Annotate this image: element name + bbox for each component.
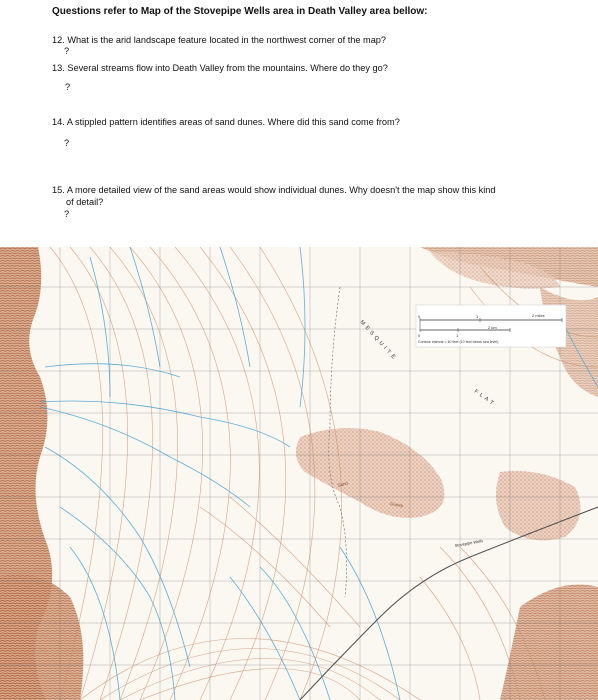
question-number: 13.: [52, 63, 65, 73]
answer-15[interactable]: ?: [64, 209, 70, 219]
answer-13[interactable]: ?: [65, 82, 71, 92]
question-number: 15.: [52, 185, 65, 195]
question-number: 12.: [52, 35, 65, 45]
map-label-dunes: Dunes: [389, 501, 404, 509]
map-label-flat: FLAT: [472, 388, 497, 409]
question-13: [52, 62, 388, 74]
question-text: Several streams flow into Death Valley from the mountains. Where do they go?: [67, 63, 388, 73]
scale-tick-0: 0: [418, 314, 421, 319]
page-title: Questions refer to Map of the Stovepipe Wells area in Death Valley area bellow:: [52, 6, 428, 17]
question-text: A stippled pattern identifies areas of sand dunes. Where did this sand come from?: [66, 117, 400, 127]
question-14: [52, 116, 400, 128]
question-number: 14.: [52, 117, 65, 127]
map-label-sand: Sand: [336, 480, 349, 488]
topographic-map: [0, 247, 598, 700]
scale-km-tick-1: 1: [456, 333, 459, 338]
contour-interval-note: Contour interval = 40 feet (10 feet below sea level): [418, 340, 499, 344]
scale-miles-label: 2 miles: [532, 313, 545, 318]
question-12: [52, 34, 386, 46]
scale-km-label: 2 km: [488, 325, 497, 330]
scale-km-tick-0: 0: [418, 333, 421, 338]
answer-14[interactable]: ?: [64, 138, 70, 148]
question-text: A more detailed view of the sand areas would show individual dunes. Why doesn't the map show this kind: [66, 185, 496, 195]
scale-tick-1: 1: [476, 314, 479, 319]
map-label-mesquite: MESQUITE: [358, 319, 399, 363]
question-15: [52, 184, 496, 196]
question-15-continued: of detail?: [66, 197, 104, 207]
question-text: What is the arid landscape feature located in the northwest corner of the map?: [67, 35, 387, 45]
map-label-stovepipe: Stovepipe Wells: [454, 538, 484, 548]
answer-12[interactable]: ?: [64, 46, 70, 56]
